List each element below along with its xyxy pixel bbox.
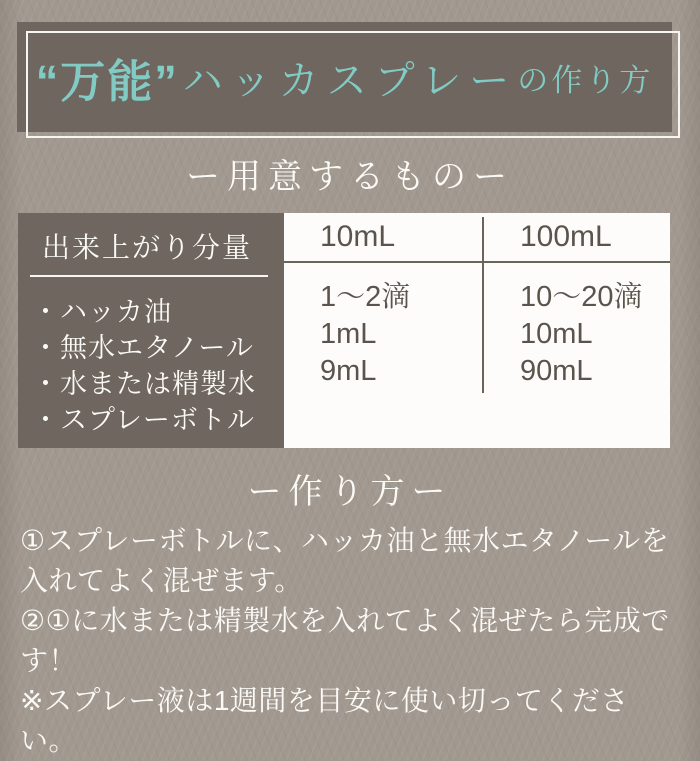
ingredient-spray-bottle: ・スプレーボトル [32,405,255,435]
instructions [20,521,682,761]
table-row [284,353,670,390]
page-title [36,45,653,110]
infographic-page [0,22,700,756]
step-1: ①スプレーボトルに、ハッカ油と無水エタノールを入れてよく混ぜます。 [20,525,670,596]
usage-note: ※スプレー液は1週間を目安に使い切ってください。 [20,685,629,756]
value-hakka-100ml: 10〜20滴 [520,281,643,313]
table-value-rows [284,263,670,390]
value-water-100ml: 90mL [520,355,593,387]
table-row [284,316,670,353]
table-row [284,279,670,316]
value-hakka-10ml: 1〜2滴 [320,281,411,313]
table-left-column [18,213,284,448]
title-product-name: ハッカスプレー [182,58,518,103]
column-header-100ml: 100mL [520,220,612,253]
ingredient-list [18,294,284,438]
title-suffix: の作り方 [517,62,654,98]
ingredient-hakka-oil: ・ハッカ油 [32,297,172,327]
value-water-10ml: 9mL [320,355,377,387]
ingredient-water: ・水または精製水 [32,369,256,399]
value-ethanol-100ml: 10mL [520,318,593,350]
corner-underline [30,275,268,277]
column-header-10ml: 10mL [320,220,396,253]
steps-heading: ー作り方ー [247,473,453,511]
table-values-area [284,213,670,448]
title-bar [17,22,672,132]
step-2: ②①に水または精製水を入れてよく混ぜたら完成です！ [20,605,670,676]
ingredients-table [18,213,670,448]
table-corner-label: 出来上がり分量 [42,232,253,263]
table-header-row [284,213,670,263]
ingredient-ethanol: ・無水エタノール [32,333,254,363]
title-quoted-word: “万能” [35,55,179,107]
value-ethanol-10ml: 1mL [320,318,377,350]
column-divider-line [482,217,484,393]
prepare-heading: ー用意するものー [186,158,514,196]
